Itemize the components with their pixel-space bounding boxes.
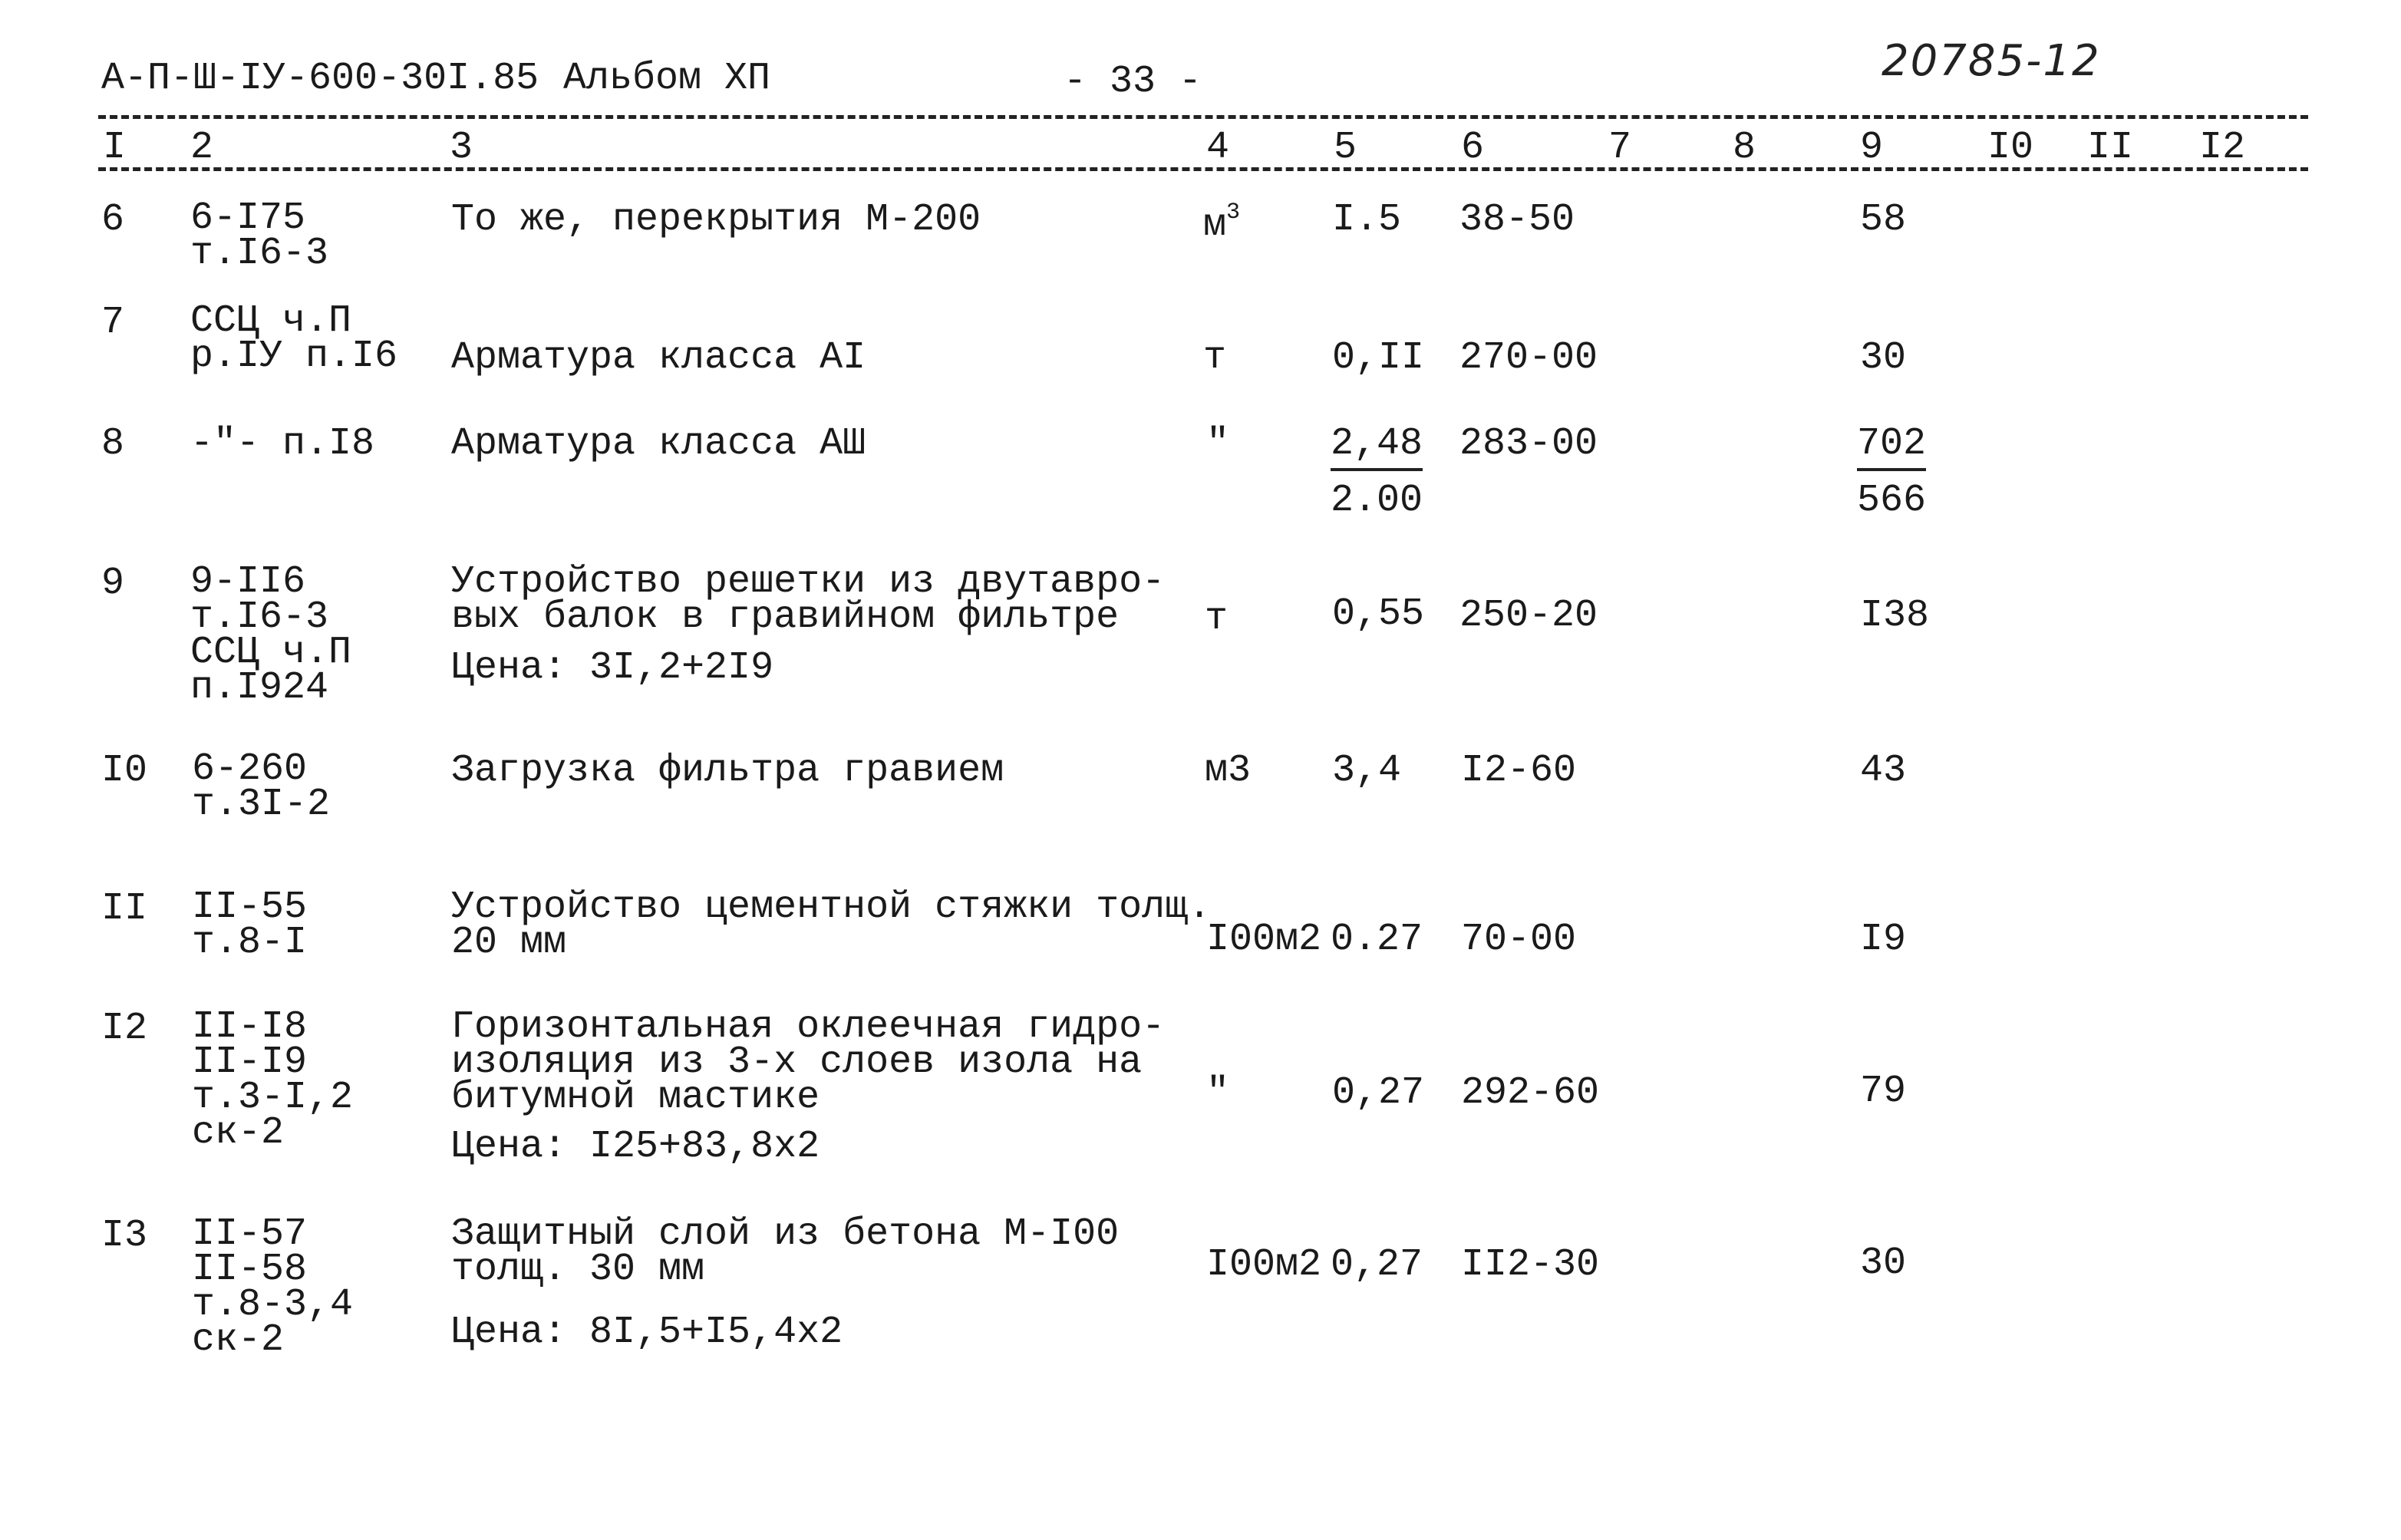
- unit-price: I2-60: [1461, 749, 1577, 793]
- rate-code-line: п.I924: [190, 666, 329, 710]
- quantity: 0,27: [1331, 1243, 1423, 1287]
- unit: т: [1203, 336, 1227, 380]
- row-number: I2: [101, 1007, 148, 1050]
- description-line: битумной мастике: [451, 1076, 820, 1120]
- quantity: 0,II: [1332, 336, 1425, 380]
- total-cost: 30: [1860, 1242, 1907, 1285]
- total-bottom: 566: [1857, 479, 1927, 523]
- rate-code-line: 6-I75: [190, 196, 306, 240]
- work-description: Арматура класса АШ: [451, 422, 866, 466]
- column-header: 5: [1334, 126, 1357, 170]
- rate-code-line: II-57: [192, 1212, 308, 1256]
- rate-code-line: т.8-3,4: [192, 1283, 354, 1327]
- rate-code-line: II-58: [192, 1248, 308, 1291]
- price-note: Цена: I25+83,8х2: [451, 1125, 820, 1169]
- description-line: изоляция из 3-х слоев изола на: [451, 1040, 1143, 1084]
- work-description: [451, 1212, 1120, 1291]
- quantity-top: 2,48: [1331, 425, 1423, 471]
- rate-code: [192, 1005, 354, 1155]
- description-line: вых балок в гравийном фильтре: [451, 595, 1120, 639]
- rate-code-line: р.IУ п.I6: [190, 335, 398, 378]
- unit-price: II2-30: [1461, 1243, 1600, 1287]
- work-description: То же, перекрытия М-200: [451, 198, 981, 242]
- total-cost: 30: [1860, 336, 1907, 380]
- row-number: I3: [101, 1214, 148, 1258]
- total-top: 702: [1857, 425, 1926, 471]
- work-description: [451, 560, 1166, 639]
- rate-code: [190, 560, 352, 710]
- row-number: 7: [101, 301, 125, 345]
- quantity: 3,4: [1332, 749, 1402, 793]
- rate-code-line: т.3-I,2: [192, 1076, 354, 1120]
- column-header-divider: [98, 167, 2308, 171]
- rate-code: -"- п.I8: [190, 422, 375, 466]
- page-number: - 33 -: [1064, 60, 1202, 104]
- rate-code-line: ск-2: [192, 1318, 285, 1362]
- rate-code: [190, 299, 398, 378]
- unit: м3: [1205, 749, 1252, 793]
- rate-code-line: ССЦ ч.П: [190, 299, 352, 343]
- description-line: 20 мм: [451, 921, 567, 965]
- unit-price: 250-20: [1459, 594, 1598, 638]
- column-header: II: [2087, 126, 2134, 170]
- column-header: I: [103, 126, 127, 170]
- column-header: I0: [1987, 126, 2034, 170]
- unit-price: 283-00: [1459, 422, 1598, 466]
- unit-price: 70-00: [1461, 918, 1577, 961]
- column-header: 8: [1733, 126, 1756, 170]
- rate-code-line: II-55: [192, 885, 308, 929]
- unit: ": [1206, 1071, 1230, 1115]
- quantity: 0,27: [1332, 1071, 1425, 1115]
- rate-code: [192, 1212, 354, 1362]
- row-number: I0: [101, 749, 148, 793]
- rate-code-line: II-I8: [192, 1005, 308, 1049]
- description-line: Горизонтальная оклеечная гидро-: [451, 1005, 1166, 1049]
- rate-code: [192, 747, 331, 826]
- row-number: 9: [101, 562, 125, 605]
- unit-price: 38-50: [1459, 198, 1575, 242]
- price-note: Цена: 3I,2+2I9: [451, 646, 774, 690]
- total-cost: 43: [1860, 749, 1907, 793]
- total-cost: 58: [1860, 198, 1907, 242]
- unit-price: 292-60: [1461, 1071, 1600, 1115]
- handwritten-number: 20785-12: [1882, 36, 2101, 86]
- total-fraction: [1857, 422, 1927, 523]
- rate-code-line: ск-2: [192, 1111, 285, 1155]
- total-cost: 79: [1860, 1070, 1907, 1113]
- work-description: [451, 885, 1212, 965]
- work-description: Арматура класса АI: [451, 336, 866, 380]
- column-header: 2: [190, 126, 214, 170]
- rate-code-line: II-I9: [192, 1040, 308, 1084]
- unit-text: м: [1203, 203, 1227, 247]
- rate-code-line: т.I6-3: [190, 232, 329, 275]
- description-line: Защитный слой из бетона М-I00: [451, 1212, 1120, 1256]
- price-note: Цена: 8I,5+I5,4х2: [451, 1311, 843, 1354]
- rate-code-line: т.8-I: [192, 921, 308, 965]
- description-line: толщ. 30 мм: [451, 1248, 705, 1291]
- rate-code-line: т.3I-2: [192, 783, 331, 826]
- album-label: Альбом XП: [563, 57, 771, 101]
- unit-superscript: 3: [1226, 200, 1241, 226]
- work-description: [451, 1005, 1166, 1120]
- quantity: 0,55: [1332, 592, 1425, 636]
- rate-code-line: 6-260: [192, 747, 308, 791]
- quantity: I.5: [1332, 198, 1402, 242]
- header-divider: [98, 115, 2308, 119]
- unit: ": [1206, 422, 1230, 466]
- column-header: 6: [1461, 126, 1485, 170]
- column-header: 7: [1608, 126, 1632, 170]
- unit: I00м2: [1206, 918, 1322, 961]
- description-line: Устройство цементной стяжки толщ.: [451, 885, 1212, 929]
- column-header: I2: [2199, 126, 2246, 170]
- unit: [1203, 201, 1240, 245]
- total-cost: I9: [1860, 918, 1907, 961]
- unit-price: 270-00: [1459, 336, 1598, 380]
- column-header: 4: [1206, 126, 1230, 170]
- work-description: Загрузка фильтра гравием: [451, 749, 1004, 793]
- quantity-fraction: [1331, 422, 1423, 523]
- unit: I00м2: [1206, 1243, 1322, 1287]
- document-code: А-П-Ш-IУ-600-30I.85: [101, 57, 539, 101]
- unit: т: [1205, 597, 1229, 641]
- rate-code-line: т.I6-3: [190, 595, 329, 639]
- row-number: 8: [101, 422, 125, 466]
- row-number: 6: [101, 198, 125, 242]
- column-header: 3: [450, 126, 473, 170]
- column-header: 9: [1860, 126, 1884, 170]
- quantity-bottom: 2.00: [1331, 479, 1423, 523]
- rate-code: [192, 885, 308, 965]
- rate-code-line: ССЦ ч.П: [190, 631, 352, 674]
- total-cost: I38: [1860, 594, 1930, 638]
- rate-code: [190, 196, 329, 275]
- quantity: 0.27: [1331, 918, 1423, 961]
- description-line: Устройство решетки из двутавро-: [451, 560, 1166, 604]
- row-number: II: [101, 887, 148, 931]
- rate-code-line: 9-II6: [190, 560, 306, 604]
